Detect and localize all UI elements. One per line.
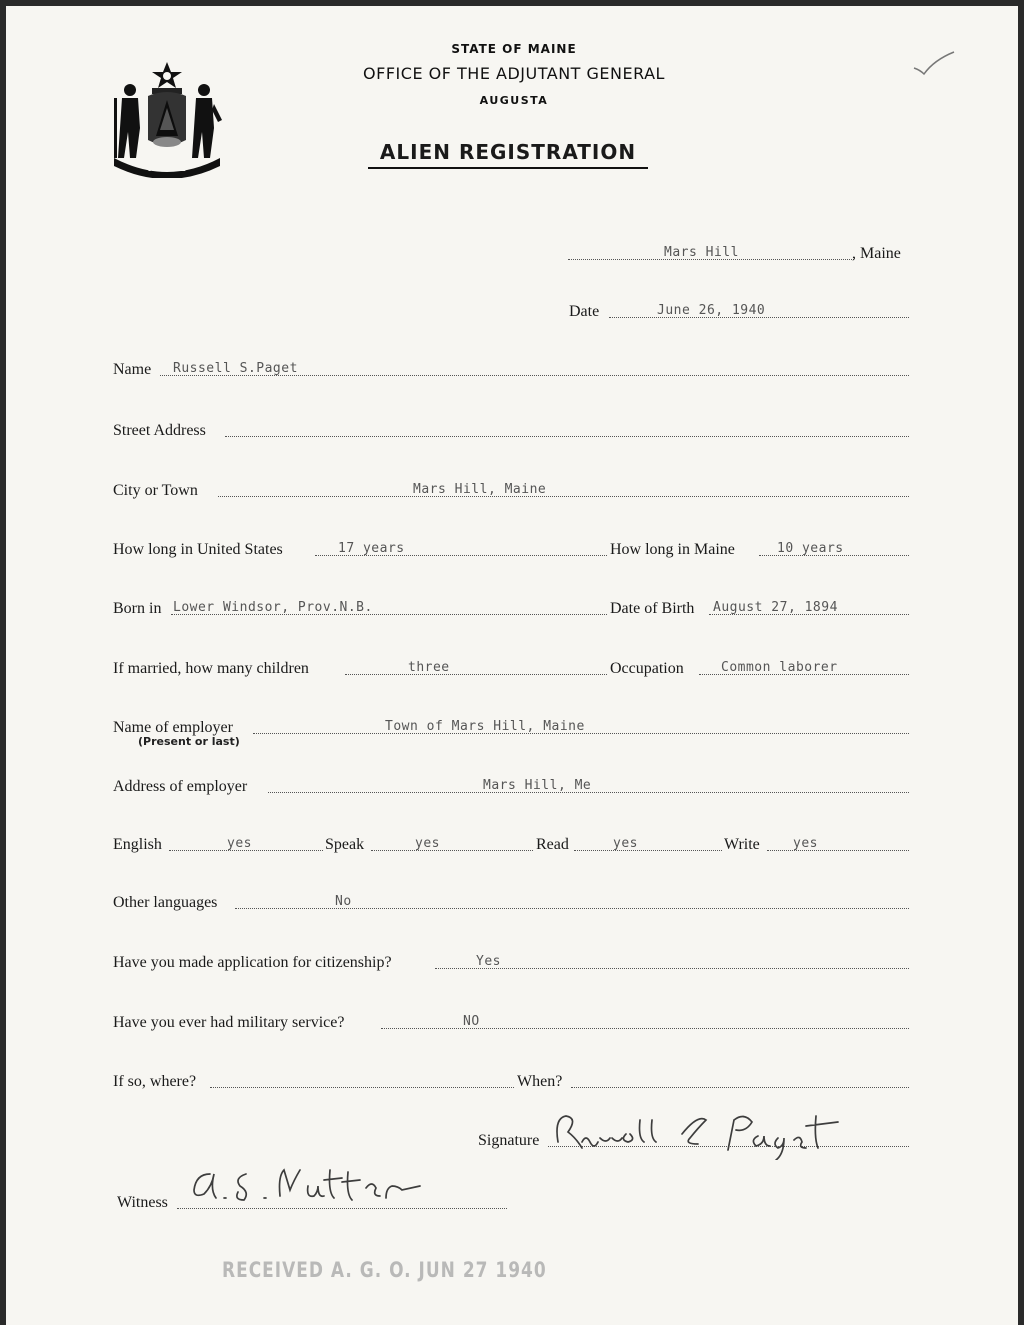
born-field[interactable]: Lower Windsor, Prov.N.B.: [173, 600, 373, 615]
citizenship-dotted-line: [435, 968, 909, 969]
city-field[interactable]: Mars Hill, Maine: [413, 482, 547, 497]
check-mark-icon: [912, 50, 956, 76]
town-field[interactable]: Mars Hill: [664, 245, 739, 260]
town-suffix-label: , Maine: [852, 245, 901, 262]
service-details-row: [113, 1069, 909, 1091]
city-dotted-line: [218, 496, 909, 497]
occupation-label: Occupation: [610, 660, 684, 677]
when-dotted-line: [571, 1087, 909, 1088]
children-label: If married, how many children: [113, 660, 309, 677]
citizenship-row: [113, 950, 909, 972]
witness-signature-handwriting: [180, 1160, 440, 1208]
english-field[interactable]: yes: [227, 836, 252, 851]
military-row: [113, 1010, 909, 1032]
employer-sublabel: (Present or last): [138, 735, 240, 748]
read-label: Read: [536, 836, 569, 853]
applicant-signature-handwriting: [548, 1108, 848, 1160]
language-row: [113, 832, 909, 854]
dob-field[interactable]: August 27, 1894: [713, 600, 838, 615]
town-row: [568, 241, 910, 263]
witness-label: Witness: [117, 1194, 168, 1211]
english-label: English: [113, 836, 162, 853]
signature-label: Signature: [478, 1132, 540, 1149]
employer-row: [113, 715, 909, 737]
employer-address-row: [113, 774, 909, 796]
military-dotted-line: [381, 1028, 909, 1029]
scan-border-left: [0, 0, 6, 1325]
city-row: [113, 478, 909, 500]
city-label: City or Town: [113, 482, 198, 499]
write-field[interactable]: yes: [793, 836, 818, 851]
form-title: ALIEN REGISTRATION: [368, 140, 648, 169]
name-field[interactable]: Russell S.Paget: [173, 361, 298, 376]
witness-dotted-line: [177, 1208, 507, 1209]
date-label: Date: [569, 303, 600, 320]
other-languages-label: Other languages: [113, 894, 218, 911]
citizenship-field[interactable]: Yes: [476, 954, 501, 969]
where-dotted-line: [210, 1087, 514, 1088]
residency-row: [113, 537, 909, 559]
office-heading: OFFICE OF THE ADJUTANT GENERAL: [363, 64, 665, 83]
seal-scroll-text: MAINE: [148, 162, 186, 174]
scan-border-right: [1018, 0, 1024, 1325]
date-field[interactable]: June 26, 1940: [657, 303, 766, 318]
date-row: [569, 299, 909, 321]
employer-address-field[interactable]: Mars Hill, Me: [483, 778, 592, 793]
name-row: [113, 357, 909, 379]
speak-dotted-line: [371, 850, 533, 851]
employer-address-label: Address of employer: [113, 778, 248, 795]
in-us-label: How long in United States: [113, 541, 283, 558]
street-label: Street Address: [113, 422, 206, 439]
street-dotted-line: [225, 436, 909, 437]
when-label: When?: [517, 1073, 563, 1090]
in-maine-label: How long in Maine: [610, 541, 735, 558]
in-us-field[interactable]: 17 years: [338, 541, 405, 556]
read-field[interactable]: yes: [613, 836, 638, 851]
in-maine-field[interactable]: 10 years: [777, 541, 844, 556]
write-dotted-line: [767, 850, 909, 851]
where-label: If so, where?: [113, 1073, 197, 1090]
state-heading: STATE OF MAINE: [451, 42, 577, 56]
born-label: Born in: [113, 600, 162, 617]
citizenship-label: Have you made application for citizenship?: [113, 954, 392, 971]
speak-field[interactable]: yes: [415, 836, 440, 851]
military-field[interactable]: NO: [463, 1014, 480, 1029]
speak-label: Speak: [325, 836, 365, 853]
other-languages-field[interactable]: No: [335, 894, 352, 909]
city-heading: AUGUSTA: [479, 94, 549, 107]
street-row: [113, 418, 909, 440]
name-label: Name: [113, 361, 152, 378]
dob-label: Date of Birth: [610, 600, 695, 617]
children-field[interactable]: three: [408, 660, 450, 675]
employer-field[interactable]: Town of Mars Hill, Maine: [385, 719, 585, 734]
other-languages-row: [113, 890, 909, 912]
received-stamp: RECEIVED A. G. O. JUN 27 1940: [222, 1258, 547, 1283]
read-dotted-line: [574, 850, 722, 851]
employer-label: Name of employer: [113, 719, 233, 736]
scan-border-top: [0, 0, 1024, 6]
write-label: Write: [724, 836, 760, 853]
children-dotted-line: [345, 674, 607, 675]
birth-row: [113, 596, 909, 618]
military-label: Have you ever had military service?: [113, 1014, 345, 1031]
family-row: [113, 656, 909, 678]
occupation-field[interactable]: Common laborer: [721, 660, 838, 675]
